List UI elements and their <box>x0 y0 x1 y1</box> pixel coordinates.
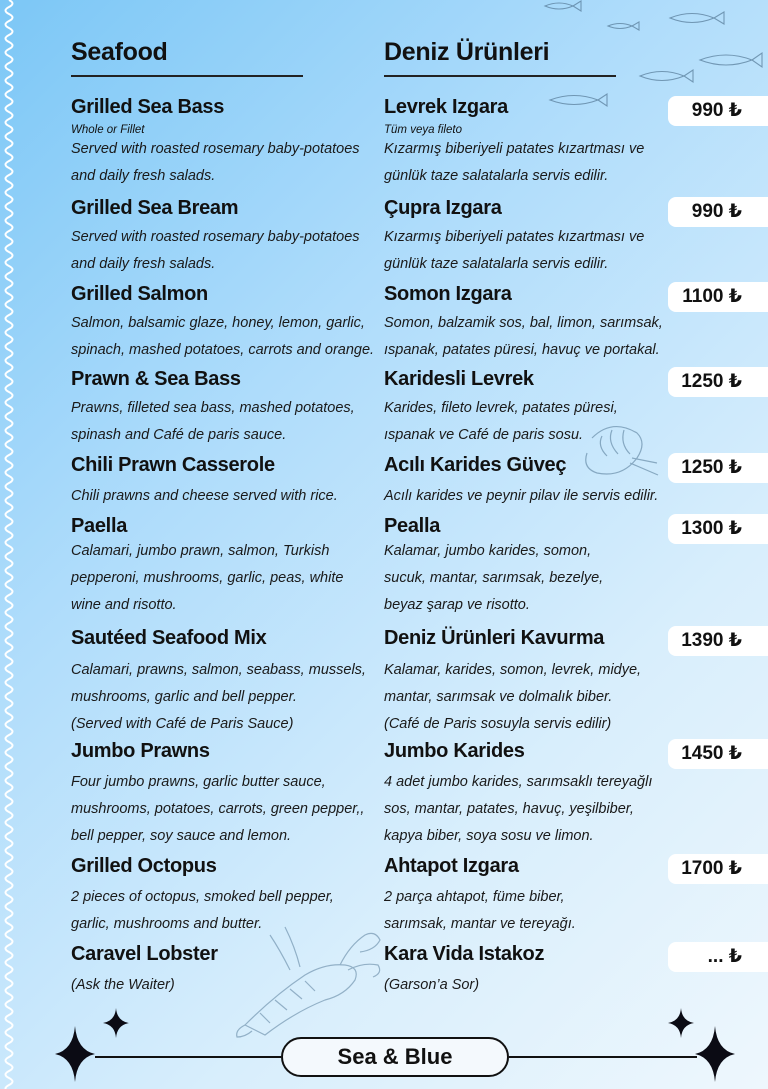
sparkle-icon-left-large <box>55 1026 95 1082</box>
menu-item-description-en: (Ask the Waiter) <box>71 977 175 993</box>
menu-item-description-en: (Served with Café de Paris Sauce) <box>71 716 294 732</box>
menu-item-description-en: pepperoni, mushrooms, garlic, peas, white <box>71 570 344 586</box>
menu-item-price: 990 ₺ <box>668 197 768 227</box>
menu-item-description-tr: günlük taze salatalarla servis edilir. <box>384 168 609 184</box>
sparkle-icon-right-small <box>668 1008 694 1038</box>
menu-item-name-en: Grilled Octopus <box>71 855 217 877</box>
menu-item-description-tr: Karides, fileto levrek, patates püresi, <box>384 400 618 416</box>
menu-item-description-tr: (Café de Paris sosuyla servis edilir) <box>384 716 612 732</box>
menu-item-description-en: Calamari, jumbo prawn, salmon, Turkish <box>71 543 330 559</box>
footer-line-right <box>509 1056 697 1058</box>
header-tr-underline <box>384 75 616 77</box>
menu-item-description-en: spinach, mashed potatoes, carrots and orange. <box>71 342 375 358</box>
menu-item-description-tr: 4 adet jumbo karides, sarımsaklı tereyağlı <box>384 774 653 790</box>
header-en: Seafood <box>71 38 168 66</box>
menu-item-description-tr: sos, mantar, patates, havuç, yeşilbiber, <box>384 801 634 817</box>
menu-item-price: 1450 ₺ <box>668 739 768 769</box>
menu-item-price: 990 ₺ <box>668 96 768 126</box>
menu-item-price: ... ₺ <box>668 942 768 972</box>
menu-item-subtitle-tr: Tüm veya fileto <box>384 124 462 136</box>
menu-item-description-en: Prawns, filleted sea bass, mashed potatoes, <box>71 400 355 416</box>
menu-item-name-en: Sautéed Seafood Mix <box>71 627 267 649</box>
menu-item-description-tr: beyaz şarap ve risotto. <box>384 597 530 613</box>
menu-item-description-en: and daily fresh salads. <box>71 256 216 272</box>
wavy-border <box>0 0 18 1089</box>
menu-item-name-en: Jumbo Prawns <box>71 740 210 762</box>
menu-item-name-en: Grilled Salmon <box>71 283 208 305</box>
menu-item-price: 1390 ₺ <box>668 626 768 656</box>
menu-item-description-tr: 2 parça ahtapot, füme biber, <box>384 889 565 905</box>
menu-item-description-tr: mantar, sarımsak ve dolmalık biber. <box>384 689 613 705</box>
menu-item-name-tr: Ahtapot Izgara <box>384 855 519 877</box>
sparkle-icon-right-large <box>695 1026 735 1082</box>
menu-item-name-tr: Pealla <box>384 515 441 537</box>
menu-item-description-en: mushrooms, garlic and bell pepper. <box>71 689 297 705</box>
menu-item-description-en: Calamari, prawns, salmon, seabass, mussels, <box>71 662 366 678</box>
menu-item-name-tr: Somon Izgara <box>384 283 512 305</box>
menu-item-description-tr: sucuk, mantar, sarımsak, bezelye, <box>384 570 604 586</box>
menu-item-description-tr: Acılı karides ve peynir pilav ile servis edilir. <box>384 488 659 504</box>
menu-item-description-tr: (Garson’a Sor) <box>384 977 480 993</box>
footer-line-left <box>95 1056 281 1058</box>
menu-item-description-tr: Kalamar, jumbo karides, somon, <box>384 543 592 559</box>
menu-item-description-en: bell pepper, soy sauce and lemon. <box>71 828 292 844</box>
menu-item-name-tr: Karidesli Levrek <box>384 368 534 390</box>
menu-item-name-tr: Levrek Izgara <box>384 96 508 118</box>
menu-item-price: 1250 ₺ <box>668 367 768 397</box>
menu-item-description-tr: Kızarmış biberiyeli patates kızartması ve <box>384 141 645 157</box>
menu-item-description-tr: sarımsak, mantar ve tereyağı. <box>384 916 576 932</box>
menu-item-description-tr: Somon, balzamik sos, bal, limon, sarımsak, <box>384 315 663 331</box>
footer-brand: Sea & Blue <box>281 1037 509 1077</box>
menu-item-description-en: 2 pieces of octopus, smoked bell pepper, <box>71 889 334 905</box>
sparkle-icon-left-small <box>103 1008 129 1038</box>
menu-item-name-en: Grilled Sea Bass <box>71 96 225 118</box>
menu-item-description-en: and daily fresh salads. <box>71 168 216 184</box>
menu-item-name-en: Grilled Sea Bream <box>71 197 239 219</box>
menu-item-description-en: mushrooms, potatoes, carrots, green pepper,, <box>71 801 365 817</box>
menu-item-name-tr: Kara Vida Istakoz <box>384 943 545 965</box>
menu-item-description-en: Four jumbo prawns, garlic butter sauce, <box>71 774 326 790</box>
header-en-underline <box>71 75 303 77</box>
menu-item-name-en: Prawn & Sea Bass <box>71 368 241 390</box>
menu-item-description-en: Chili prawns and cheese served with rice. <box>71 488 338 504</box>
menu-item-description-en: Served with roasted rosemary baby-potatoes <box>71 141 360 157</box>
menu-item-subtitle-en: Whole or Fillet <box>71 124 145 136</box>
menu-item-description-tr: Kızarmış biberiyeli patates kızartması ve <box>384 229 645 245</box>
menu-item-description-tr: Kalamar, karides, somon, levrek, midye, <box>384 662 642 678</box>
menu-item-price: 1300 ₺ <box>668 514 768 544</box>
menu-item-name-tr: Çupra Izgara <box>384 197 502 219</box>
header-tr: Deniz Ürünleri <box>384 38 550 66</box>
menu-item-description-en: spinash and Café de paris sauce. <box>71 427 287 443</box>
menu-item-price: 1700 ₺ <box>668 854 768 884</box>
menu-item-price: 1100 ₺ <box>668 282 768 312</box>
menu-item-name-en: Caravel Lobster <box>71 943 218 965</box>
menu-item-name-tr: Acılı Karides Güveç <box>384 454 567 476</box>
menu-item-description-tr: ıspanak, patates püresi, havuç ve portakal. <box>384 342 660 358</box>
menu-item-description-en: Served with roasted rosemary baby-potatoes <box>71 229 360 245</box>
menu-item-description-tr: ıspanak ve Café de paris sosu. <box>384 427 584 443</box>
menu-item-description-en: garlic, mushrooms and butter. <box>71 916 263 932</box>
menu-item-price: 1250 ₺ <box>668 453 768 483</box>
prawn-icon <box>572 418 662 493</box>
menu-item-name-en: Chili Prawn Casserole <box>71 454 275 476</box>
menu-item-name-tr: Deniz Ürünleri Kavurma <box>384 627 605 649</box>
menu-item-description-en: wine and risotto. <box>71 597 177 613</box>
menu-item-name-en: Paella <box>71 515 128 537</box>
menu-item-name-tr: Jumbo Karides <box>384 740 525 762</box>
menu-item-description-en: Salmon, balsamic glaze, honey, lemon, garlic, <box>71 315 365 331</box>
menu-item-description-tr: günlük taze salatalarla servis edilir. <box>384 256 609 272</box>
menu-item-description-tr: kapya biber, soya sosu ve limon. <box>384 828 594 844</box>
lobster-icon <box>230 925 390 1040</box>
